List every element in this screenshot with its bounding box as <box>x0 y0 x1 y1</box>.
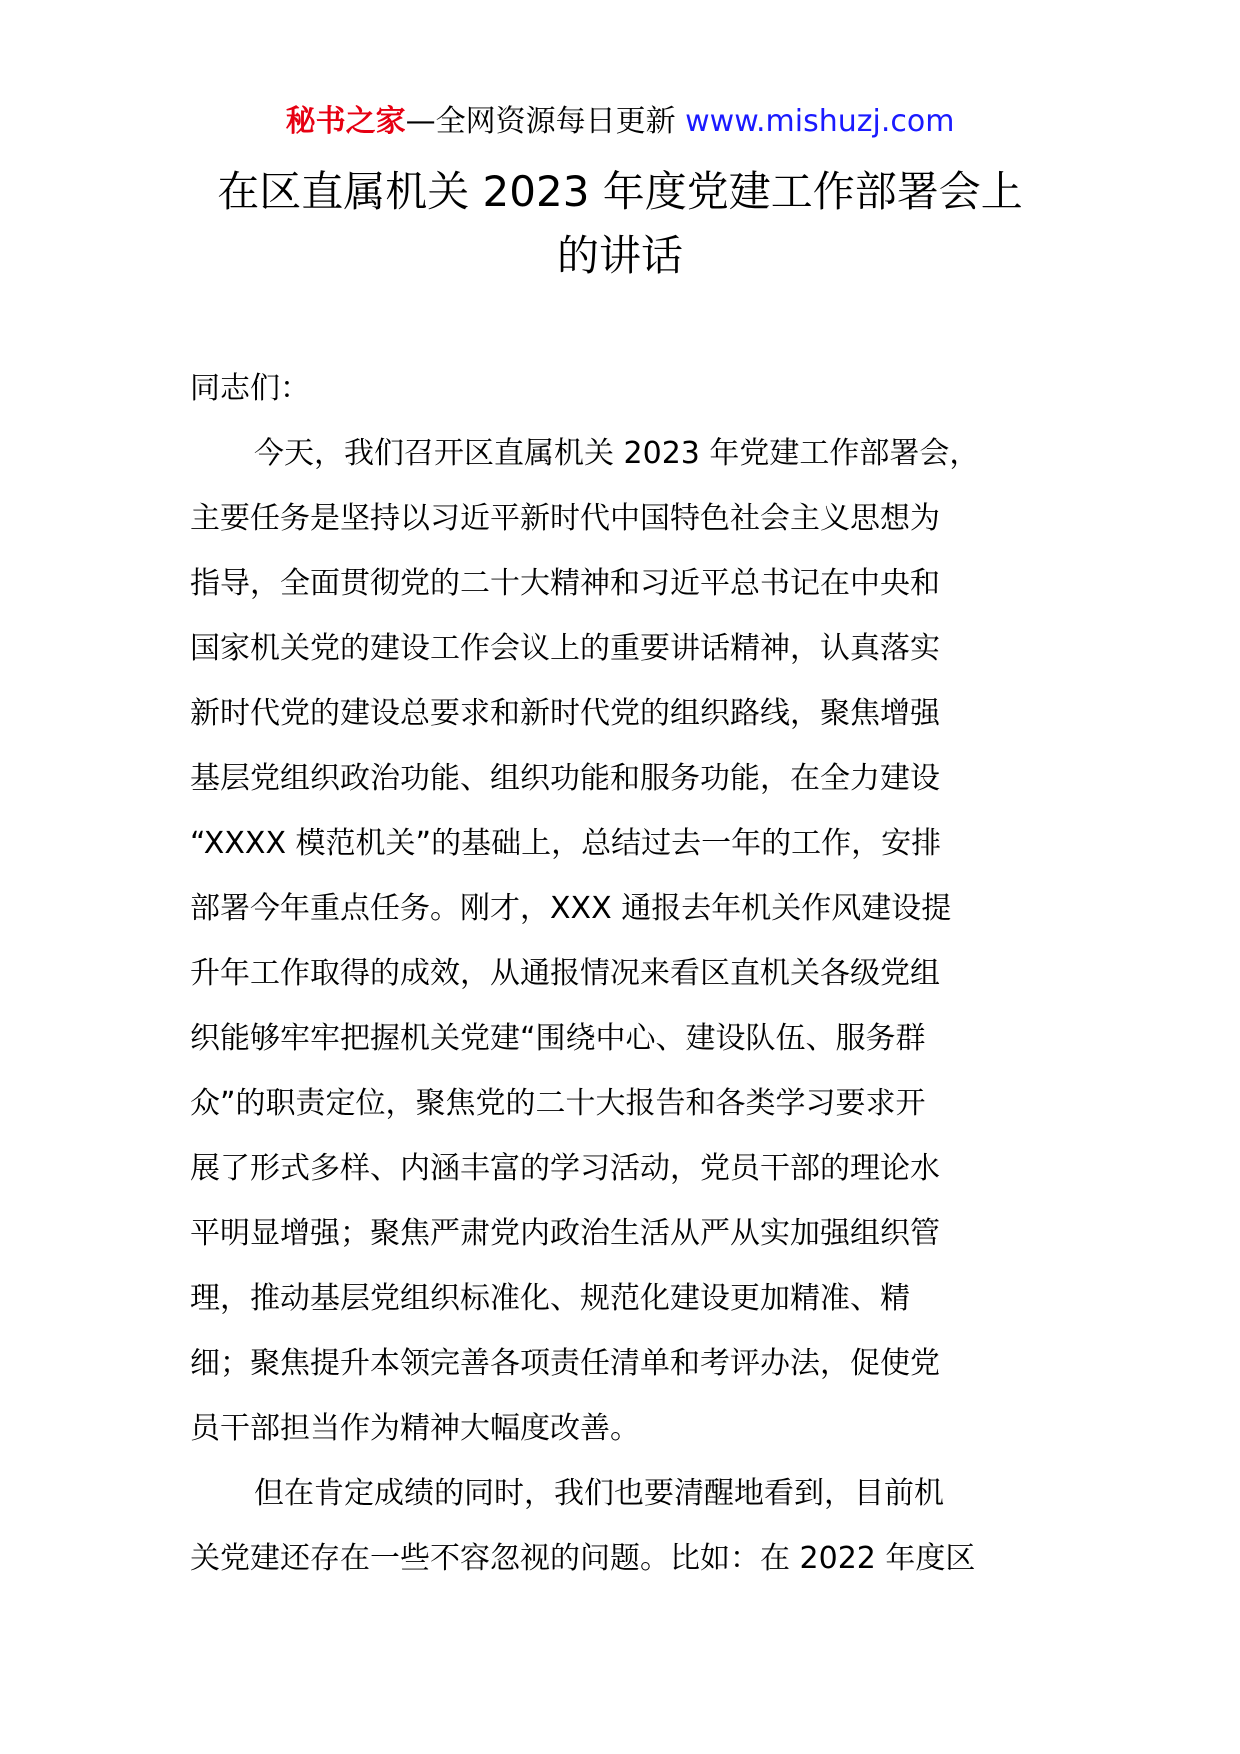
paragraph-line: 展了形式多样、内涵丰富的学习活动，党员干部的理论水 <box>190 1151 940 1186</box>
paragraph-line: 主要任务是坚持以习近平新时代中国特色社会主义思想为 <box>190 501 940 536</box>
paragraph-line: 细；聚焦提升本领完善各项责任清单和考评办法，促使党 <box>190 1346 940 1381</box>
header-slogan: —全网资源每日更新 <box>405 104 676 139</box>
document-title <box>160 160 1080 288</box>
paragraph-line: 平明显增强；聚焦严肃党内政治生活从严从实加强组织管 <box>190 1216 940 1251</box>
paragraphs <box>190 421 1056 1591</box>
paragraph-line: 国家机关党的建设工作会议上的重要讲话精神，认真落实 <box>190 631 940 666</box>
paragraph-line: 众”的职责定位，聚焦党的二十大报告和各类学习要求开 <box>190 1086 926 1121</box>
brand-name: 秘书之家 <box>285 104 406 139</box>
paragraph-line: 今天，我们召开区直属机关 2023 年党建工作部署会， <box>254 436 980 471</box>
paragraph-line: “XXXX 模范机关”的基础上，总结过去一年的工作，安排 <box>190 826 942 861</box>
title-line-1: 在区直属机关 2023 年度党建工作部署会上 <box>217 167 1023 216</box>
paragraph-line: 织能够牢牢把握机关党建“围绕中心、建设队伍、服务群 <box>190 1021 926 1056</box>
paragraph-line: 新时代党的建设总要求和新时代党的组织路线，聚焦增强 <box>190 696 940 731</box>
paragraph-line: 理，推动基层党组织标准化、规范化建设更加精准、精 <box>190 1281 910 1316</box>
paragraph-line: 基层党组织政治功能、组织功能和服务功能，在全力建设 <box>190 761 940 796</box>
paragraph-line: 升年工作取得的成效，从通报情况来看区直机关各级党组 <box>190 956 940 991</box>
site-url-link[interactable]: www.mishuzj.com <box>685 104 955 139</box>
paragraph-line: 部署今年重点任务。刚才，XXX 通报去年机关作风建设提 <box>190 891 952 926</box>
paragraph-line: 关党建还存在一些不容忽视的问题。比如：在 2022 年度区 <box>190 1541 976 1576</box>
paragraph-line: 员干部担当作为精神大幅度改善。 <box>190 1411 640 1446</box>
paragraph-line: 指导，全面贯彻党的二十大精神和习近平总书记在中央和 <box>190 566 940 601</box>
paragraph <box>190 421 1056 1461</box>
greeting: 同志们： <box>190 371 310 406</box>
title-line-2: 的讲话 <box>556 231 683 280</box>
site-header <box>0 102 1240 142</box>
document-body <box>190 356 1056 1591</box>
paragraph-line: 但在肯定成绩的同时，我们也要清醒地看到，目前机 <box>254 1476 944 1511</box>
paragraph <box>190 1461 1056 1591</box>
